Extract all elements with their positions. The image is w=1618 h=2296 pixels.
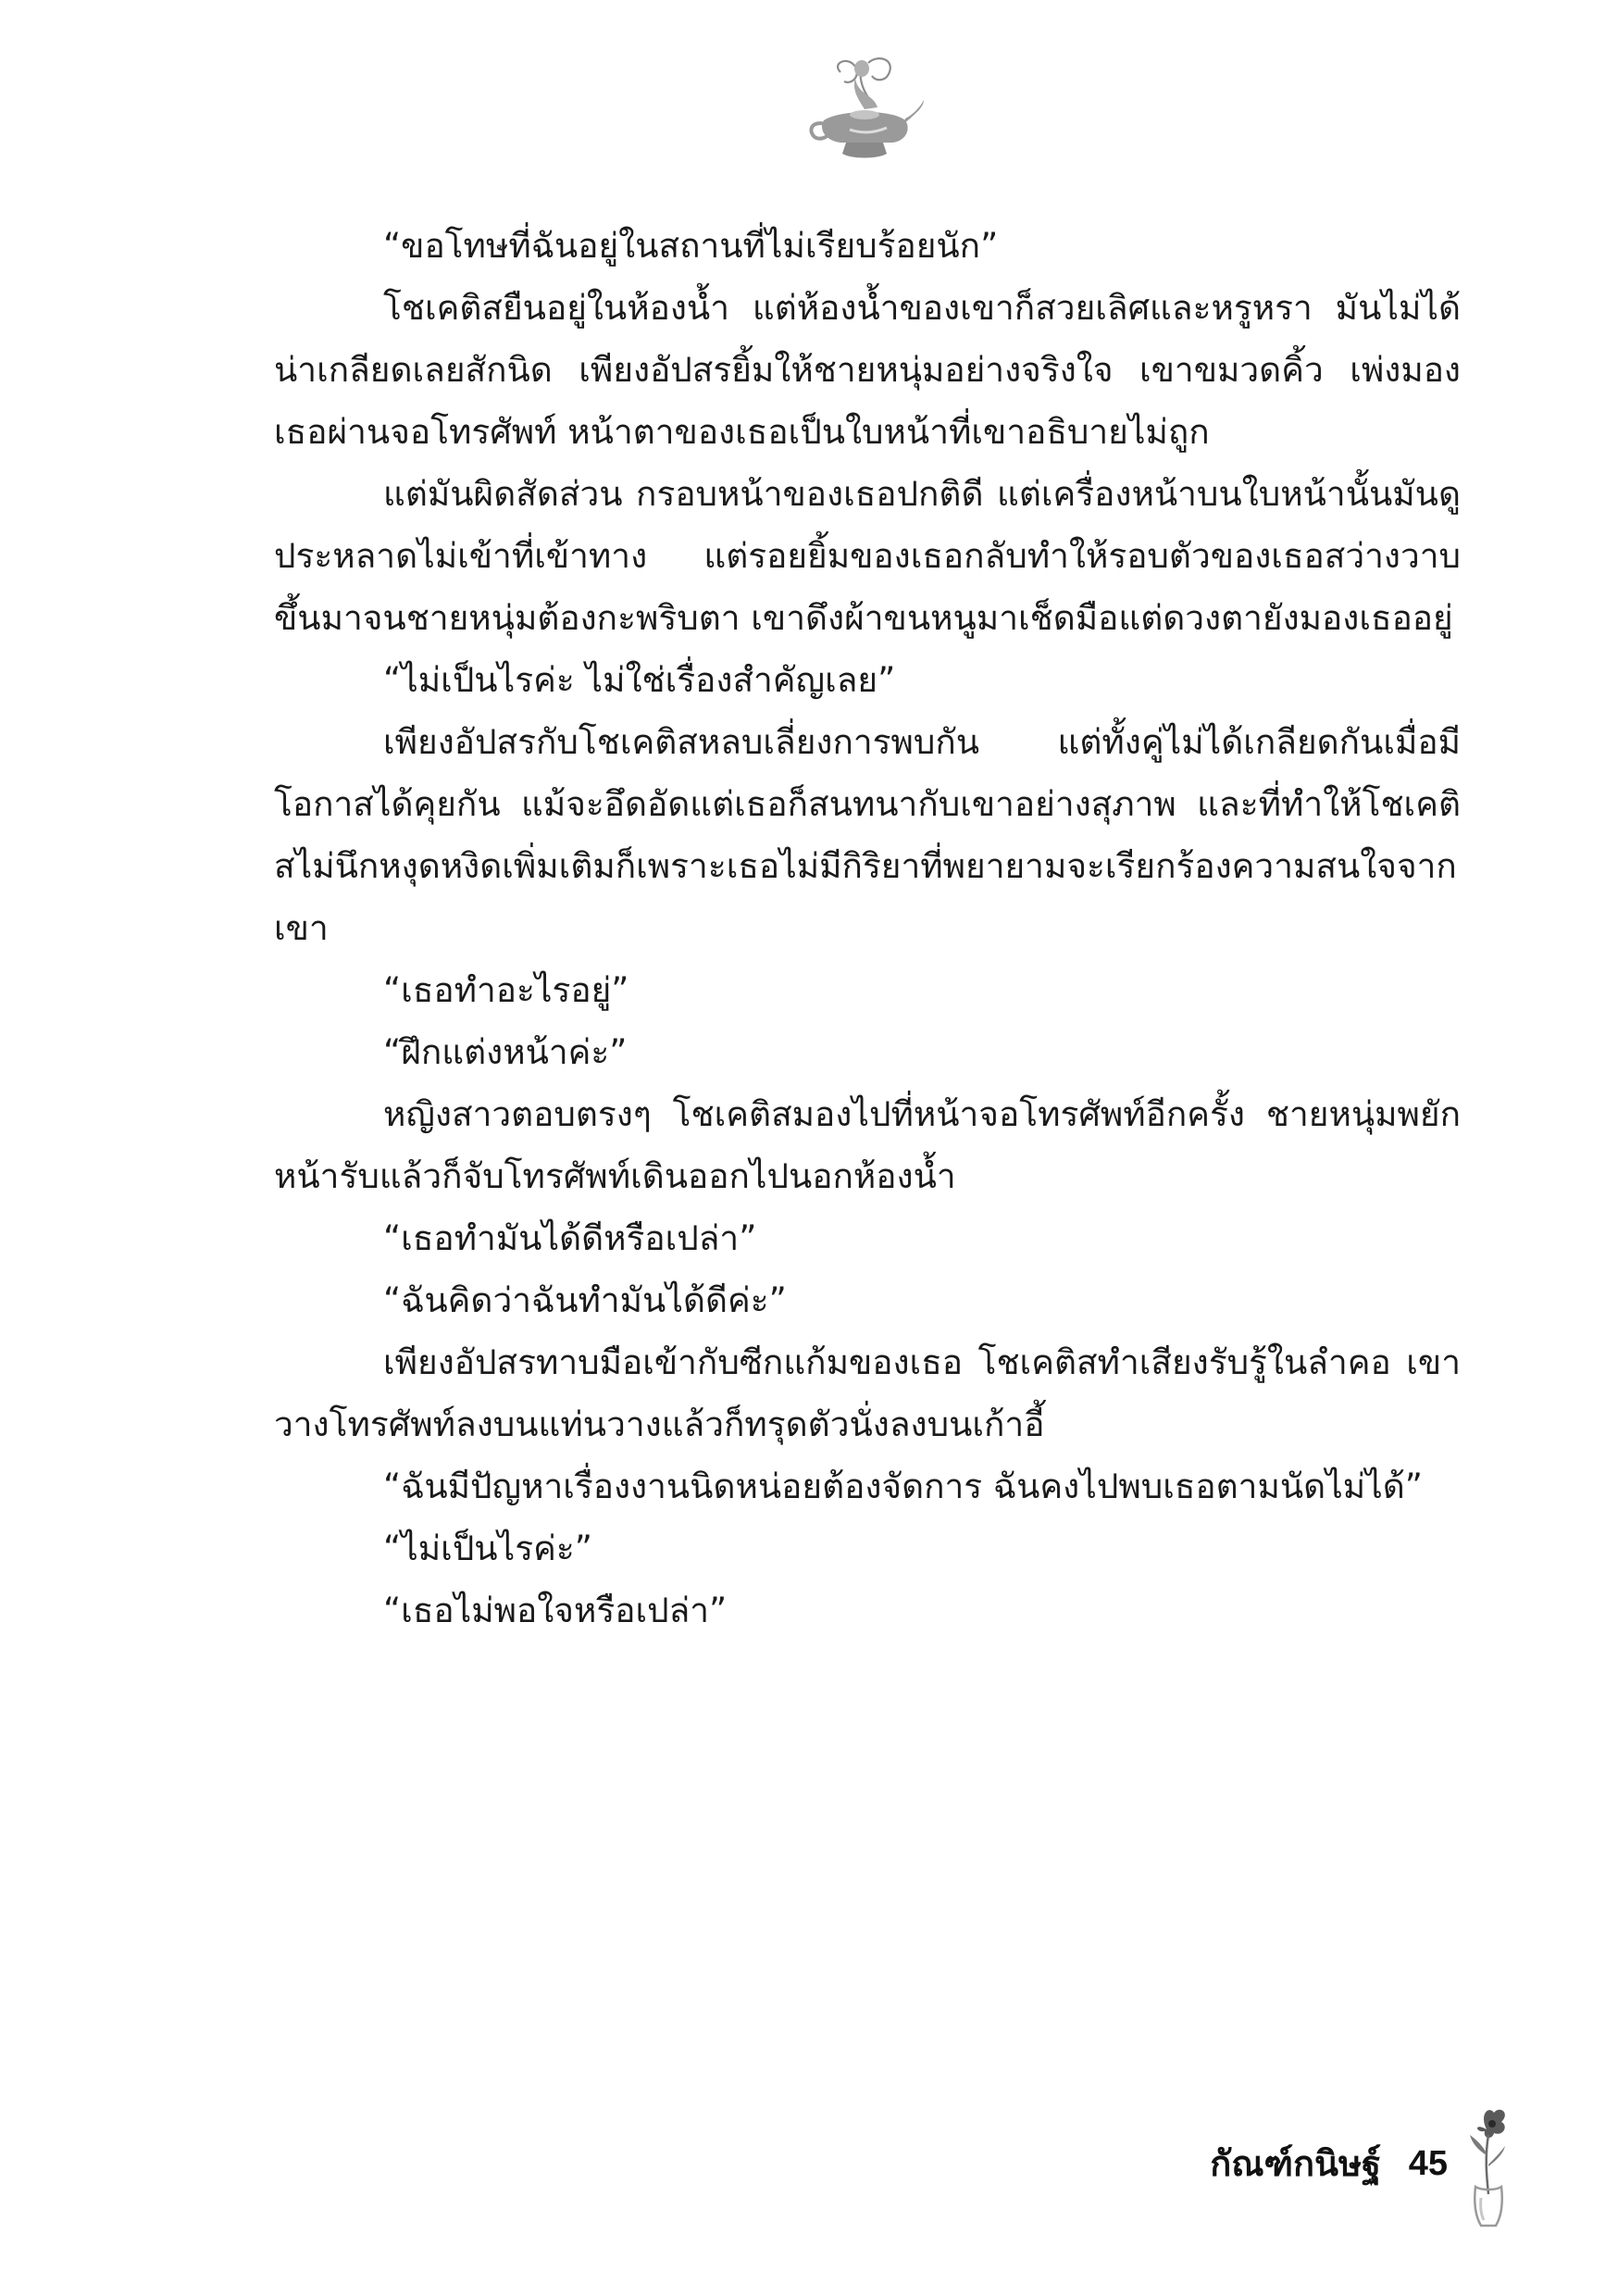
book-title: กัณฑ์กนิษฐ์ bbox=[1210, 2143, 1381, 2184]
paragraph: “เธอทำอะไรอยู่” bbox=[383, 970, 629, 1010]
fairy-teapot-icon bbox=[803, 54, 926, 167]
paragraph: “ขอโทษที่ฉันอยู่ในสถานที่ไม่เรียบร้อยนัก” bbox=[383, 226, 999, 266]
paragraph: เพียงอัปสรกับโชเคติสหลบเลี่ยงการพบกัน แต่ทั้งคู่ไม่ได้เกลียดกันเมื่อมีโอกาสได้คุยกัน แม้จะอึดอัดแต่เธอก็สนทนากับเขาอย่างสุภาพ และที่ทำให้โชเคติสไม่นึกหงุดหงิดเพิ่มเติมก็เพราะเธอไม่มีกิริยาที่พยายามจะเรียกร้องความสนใจจากเขา bbox=[274, 722, 1461, 948]
paragraph: เพียงอัปสรทาบมือเข้ากับซีกแก้มของเธอ โชเคติสทำเสียงรับรู้ในลำคอ เขาวางโทรศัพท์ลงบนแท่นวางแล้วก็ทรุดตัวนั่งลงบนเก้าอี้ bbox=[274, 1342, 1461, 1444]
paragraph: “เธอทำมันได้ดีหรือเปล่า” bbox=[383, 1218, 757, 1258]
paragraph: “ไม่เป็นไรค่ะ” bbox=[383, 1529, 592, 1568]
body-text bbox=[274, 215, 1461, 1641]
paragraph: “เธอไม่พอใจหรือเปล่า” bbox=[383, 1591, 728, 1630]
paragraph: “ฝึกแต่งหน้าค่ะ” bbox=[383, 1032, 628, 1072]
page-number: 45 bbox=[1408, 2144, 1448, 2183]
paragraph: “ไม่เป็นไรค่ะ ไม่ใช่เรื่องสำคัญเลย” bbox=[383, 660, 896, 700]
paragraph: หญิงสาวตอบตรงๆ โชเคติสมองไปที่หน้าจอโทรศัพท์อีกครั้ง ชายหนุ่มพยักหน้ารับแล้วก็จับโทรศัพท์เดินออกไปนอกห้องน้ำ bbox=[274, 1094, 1461, 1196]
paragraph: แต่มันผิดสัดส่วน กรอบหน้าของเธอปกติดี แต่เครื่องหน้าบนใบหน้านั้นมันดูประหลาดไม่เข้าที่เข้าทาง แต่รอยยิ้มของเธอกลับทำให้รอบตัวของเธอสว่างวาบขึ้นมาจนชายหนุ่มต้องกะพริบตา เขาดึงผ้าขนหนูมาเช็ดมือแต่ดวงตายังมองเธออยู่ bbox=[274, 474, 1461, 638]
paragraph: โชเคติสยืนอยู่ในห้องน้ำ แต่ห้องน้ำของเขาก็สวยเลิศและหรูหรา มันไม่ได้น่าเกลียดเลยสักนิด เพียงอัปสรยิ้มให้ชายหนุ่มอย่างจริงใจ เขาขมวดคิ้ว เพ่งมองเธอผ่านจอโทรศัพท์ หน้าตาของเธอเป็นใบหน้าที่เขาอธิบายไม่ถูก bbox=[274, 288, 1461, 452]
flower-vase-icon bbox=[1461, 2102, 1514, 2229]
paragraph: “ฉันคิดว่าฉันทำมันได้ดีค่ะ” bbox=[383, 1280, 787, 1320]
paragraph: “ฉันมีปัญหาเรื่องงานนิดหน่อยต้องจัดการ ฉันคงไปพบเธอตามนัดไม่ได้” bbox=[383, 1466, 1423, 1506]
page-footer bbox=[1018, 2102, 1537, 2231]
